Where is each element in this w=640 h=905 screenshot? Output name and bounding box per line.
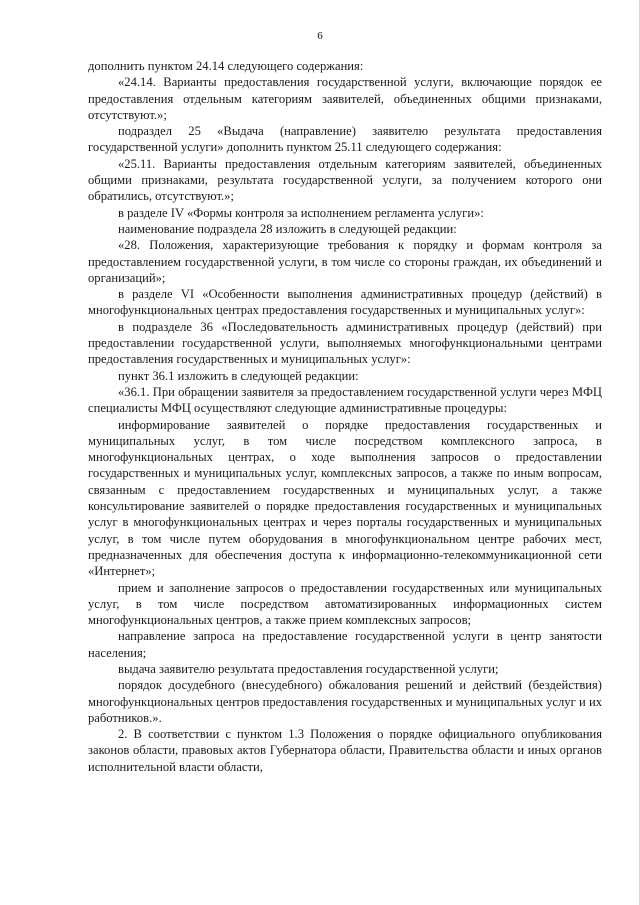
paragraph: информирование заявителей о порядке предоставления государственных и муниципальных услуг, в том числе посредством комплексного запроса, в многофункциональных центрах, о ходе выполнения запросов о предоставлении государственных и муниципальных услуг, комплексных запросов, а также по иным вопросам, связанным с предоставлением государственных и муниципальных услуг, а также консультирование заявителей о порядке предоставления государственных и муниципальных услуг в многофункциональных центрах и через порталы государственных и муниципальных услуг, в том числе путем оборудования в многофункциональном центре рабочих мест, предназначенных для обеспечения доступа к информационно-телекоммуникационной сети «Интернет»; — [88, 417, 602, 579]
paragraph: направление запроса на предоставление государственной услуги в центр занятости населения; — [88, 629, 602, 660]
paragraph: наименование подраздела 28 изложить в следующей редакции: — [118, 221, 457, 236]
paragraph: пункт 36.1 изложить в следующей редакции: — [118, 368, 359, 383]
paragraph: «24.14. Варианты предоставления государственной услуги, включающие порядок ее предоставления отдельным категориям заявителей, объединенных общими признаками, отсутствуют.»; — [88, 75, 602, 122]
paragraph: выдача заявителю результата предоставления государственной услуги; — [118, 661, 499, 676]
paragraph: в разделе IV «Формы контроля за исполнением регламента услуги»: — [118, 205, 484, 220]
paragraph: «28. Положения, характеризующие требования к порядку и формам контроля за предоставлением государственной услуги, в том числе со стороны граждан, их объединений и организаций»; — [88, 238, 602, 285]
paragraph: порядок досудебного (внесудебного) обжалования решений и действий (бездействия) многофункциональных центров предоставления государственных и муниципальных услуг и их работников.». — [88, 678, 602, 725]
document-body — [88, 58, 602, 775]
paragraph: подраздел 25 «Выдача (направление) заявителю результата предоставления государственной услуги» дополнить пунктом 25.11 следующего содержания: — [88, 124, 602, 155]
paragraph: «25.11. Варианты предоставления отдельным категориям заявителей, объединенных общими признаками, результата государственной услуги, за получением которого они обратились, отсутствуют.»; — [88, 156, 602, 204]
paragraph: дополнить пунктом 24.14 следующего содержания: — [88, 59, 364, 73]
paragraph: прием и заполнение запросов о предоставлении государственных или муниципальных услуг, в том числе посредством автоматизированных информационных систем многофункциональных центров, а также прием комплексных запросов; — [88, 580, 602, 628]
page-number: 6 — [317, 30, 323, 42]
paragraph: 2. В соответствии с пунктом 1.3 Положения о порядке официального опубликования законов области, правовых актов Губернатора области, Правительства области и иных органов исполнительной власти области, — [88, 727, 602, 774]
paragraph: в разделе VI «Особенности выполнения административных процедур (действий) в многофункциональных центрах предоставления государственных и муниципальных услуг»: — [88, 287, 602, 318]
paragraph: «36.1. При обращении заявителя за предоставлением государственной услуги через МФЦ специалисты МФЦ осуществляют следующие административные процедуры: — [88, 384, 602, 416]
paragraph: в подразделе 36 «Последовательность административных процедур (действий) при предоставлении государственной услуги, выполняемых многофункциональными центрами предоставления государственных и муниципальных услуг»: — [88, 319, 602, 367]
